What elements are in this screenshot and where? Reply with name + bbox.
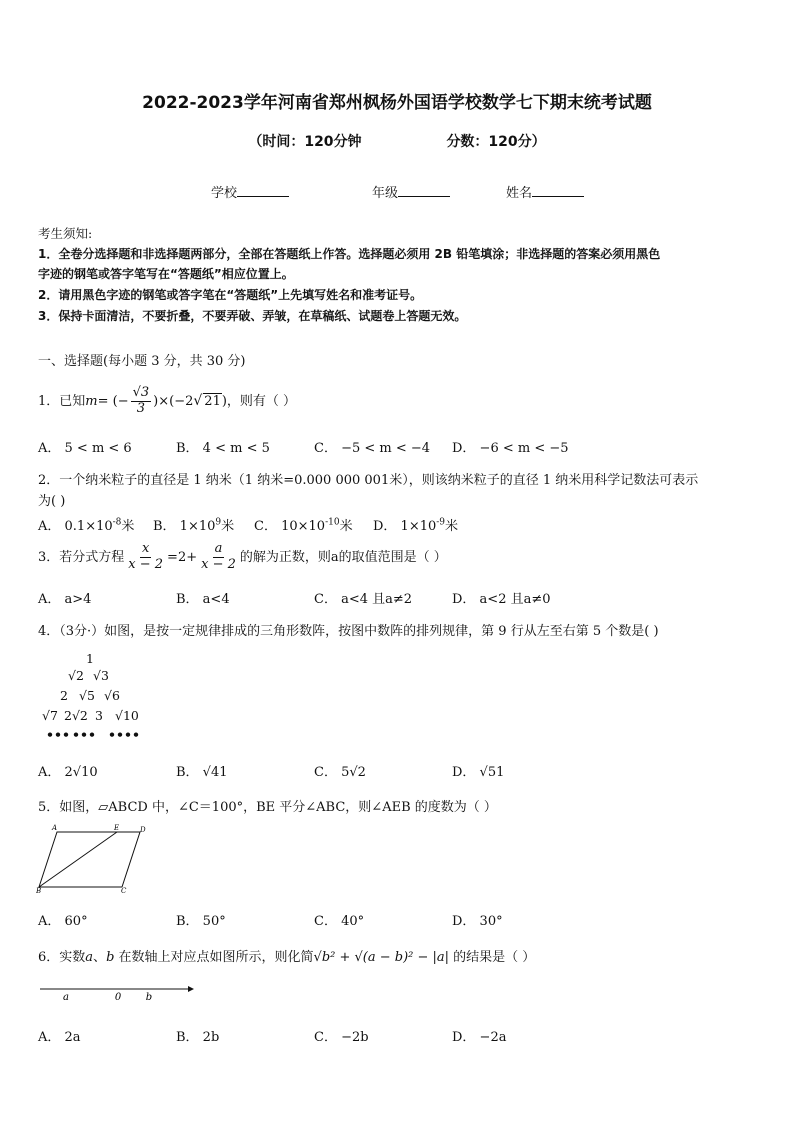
exam-score: 分数：120分） bbox=[446, 134, 546, 150]
vertex-c: C bbox=[121, 887, 127, 894]
q2-option-c[interactable]: C． $10\times 10^{-10}$米 bbox=[254, 517, 353, 534]
q5-option-c[interactable]: C． 40° bbox=[314, 914, 365, 929]
name-label: 姓名 bbox=[506, 186, 533, 201]
q6-option-d[interactable]: D． −2a bbox=[452, 1030, 507, 1045]
triangle-row-4-b: 2√2 bbox=[64, 708, 88, 723]
notice-line-2: 2．请用黑色字迹的钢笔或答字笔在“答题纸”上先填写姓名和准考证号。 bbox=[38, 288, 423, 302]
parallelogram-figure bbox=[36, 824, 156, 894]
notice-line-1b: 字迹的钢笔或答字笔写在“答题纸”相应位置上。 bbox=[38, 267, 294, 281]
q3-option-c[interactable]: C． a<4 且a≠2 bbox=[314, 592, 413, 607]
question-2-line-2: 为( ) bbox=[38, 494, 66, 509]
parallelogram-abcd bbox=[39, 832, 140, 887]
triangle-row-4-a: √7 bbox=[42, 708, 58, 723]
triangle-row-4-d: √10 bbox=[115, 708, 139, 723]
triangle-row-2-a: √2 bbox=[68, 668, 84, 683]
q3-option-d[interactable]: D． a<2 且a≠0 bbox=[452, 592, 551, 607]
q1-option-c[interactable]: C． −5 < m < −4 bbox=[314, 441, 431, 456]
exam-time: （时间：120分钟 bbox=[248, 134, 362, 150]
notice-line-3: 3．保持卡面清洁，不要折叠，不要弄破、弄皱，在草稿纸、试题卷上答题无效。 bbox=[38, 309, 467, 323]
question-2: 2．一个纳米粒子的直径是 1 纳米（1 纳米=0.000 000 001米），则该纳米粒子的直径 1 纳米用科学记数法可表示 bbox=[38, 473, 699, 488]
q4-option-b[interactable]: B． √41 bbox=[176, 765, 228, 780]
q2-option-a[interactable]: A． $0.1\times 10^{-8}$米 bbox=[38, 517, 135, 534]
question-5: 5．如图，▱ABCD 中，∠C＝100°，BE 平分∠ABC，则∠AEB 的度数为（ ） bbox=[38, 800, 497, 815]
q4-option-a[interactable]: A． 2√10 bbox=[38, 765, 98, 780]
triangle-dots-2: ••• bbox=[72, 727, 96, 742]
q2-option-b[interactable]: B． $1\times 10^9$米 bbox=[153, 517, 235, 534]
triangle-row-3-b: √5 bbox=[79, 688, 95, 703]
number-line bbox=[38, 980, 198, 1004]
name-field[interactable] bbox=[506, 182, 584, 201]
axis-label-zero: 0 bbox=[114, 992, 122, 1003]
question-1: 1．已知m= (− $\frac{√3}{3}$ )×(−2√ 21)，则有（ ） bbox=[38, 385, 297, 416]
vertex-e: E bbox=[114, 824, 120, 832]
q2-option-d[interactable]: D． $1\times 10^{-9}$米 bbox=[373, 517, 459, 534]
q3-option-b[interactable]: B． a<4 bbox=[176, 592, 230, 607]
triangle-row-2-b: √3 bbox=[93, 668, 109, 683]
vertex-a: A bbox=[52, 824, 58, 832]
axis-label-b: b bbox=[145, 992, 153, 1003]
question-4: 4．（3分·）如图，是按一定规律排成的三角形数阵，按图中数阵的排列规律，第 9 行从左至右第 5 个数是( ) bbox=[38, 624, 659, 639]
q4-option-d[interactable]: D． √51 bbox=[452, 765, 505, 780]
q5-option-d[interactable]: D． 30° bbox=[452, 914, 503, 929]
q4-option-c[interactable]: C． 5√2 bbox=[314, 765, 366, 780]
axis-label-a: a bbox=[63, 992, 69, 1003]
arrow-icon bbox=[188, 986, 194, 992]
triangle-row-3-a: 2 bbox=[60, 688, 68, 703]
vertex-b: B bbox=[36, 887, 42, 894]
q6-option-a[interactable]: A． 2a bbox=[38, 1030, 81, 1045]
q5-option-b[interactable]: B． 50° bbox=[176, 914, 226, 929]
page-title: 2022-2023学年河南省郑州枫杨外国语学校数学七下期末统考试题 bbox=[142, 93, 652, 113]
notice-line-1: 1．全卷分选择题和非选择题两部分，全部在答题纸上作答。选择题必须用 2B 铅笔填涂；非选择题的答案必须用黑色 bbox=[38, 247, 661, 261]
triangle-row-3-c: √6 bbox=[104, 688, 120, 703]
triangle-row-1: 1 bbox=[86, 651, 94, 666]
question-3: 3．若分式方程 $\frac{x}{x - 2}$ =2+ $\frac{a}{x - 2}$ 的解为正数，则a的取值范围是（ ） bbox=[38, 541, 447, 572]
q1-option-d[interactable]: D． −6 < m < −5 bbox=[452, 441, 569, 456]
segment-be bbox=[39, 832, 117, 887]
grade-label: 年级 bbox=[372, 186, 399, 201]
triangle-dots-3: •••• bbox=[108, 727, 140, 742]
q6-option-b[interactable]: B． 2b bbox=[176, 1030, 220, 1045]
question-6: 6．实数a、b 在数轴上对应点如图所示，则化简√b² + √(a − b)² − |a| 的结果是（ ） bbox=[38, 950, 536, 965]
school-label: 学校 bbox=[211, 186, 238, 201]
exam-info bbox=[0, 131, 794, 151]
q5-option-a[interactable]: A． 60° bbox=[38, 914, 88, 929]
triangle-dots-1: ••• bbox=[46, 727, 70, 742]
grade-field[interactable] bbox=[372, 182, 450, 201]
q3-option-a[interactable]: A． a>4 bbox=[38, 592, 92, 607]
triangle-row-4-c: 3 bbox=[95, 708, 103, 723]
q1-option-b[interactable]: B． 4 < m < 5 bbox=[176, 441, 270, 456]
q6-option-c[interactable]: C． −2b bbox=[314, 1030, 369, 1045]
q1-option-a[interactable]: A． 5 < m < 6 bbox=[38, 441, 132, 456]
section-heading: 一、选择题(每小题 3 分，共 30 分) bbox=[38, 354, 246, 369]
vertex-d: D bbox=[140, 826, 146, 834]
notice-heading: 考生须知: bbox=[38, 226, 93, 241]
school-field[interactable] bbox=[211, 182, 289, 201]
